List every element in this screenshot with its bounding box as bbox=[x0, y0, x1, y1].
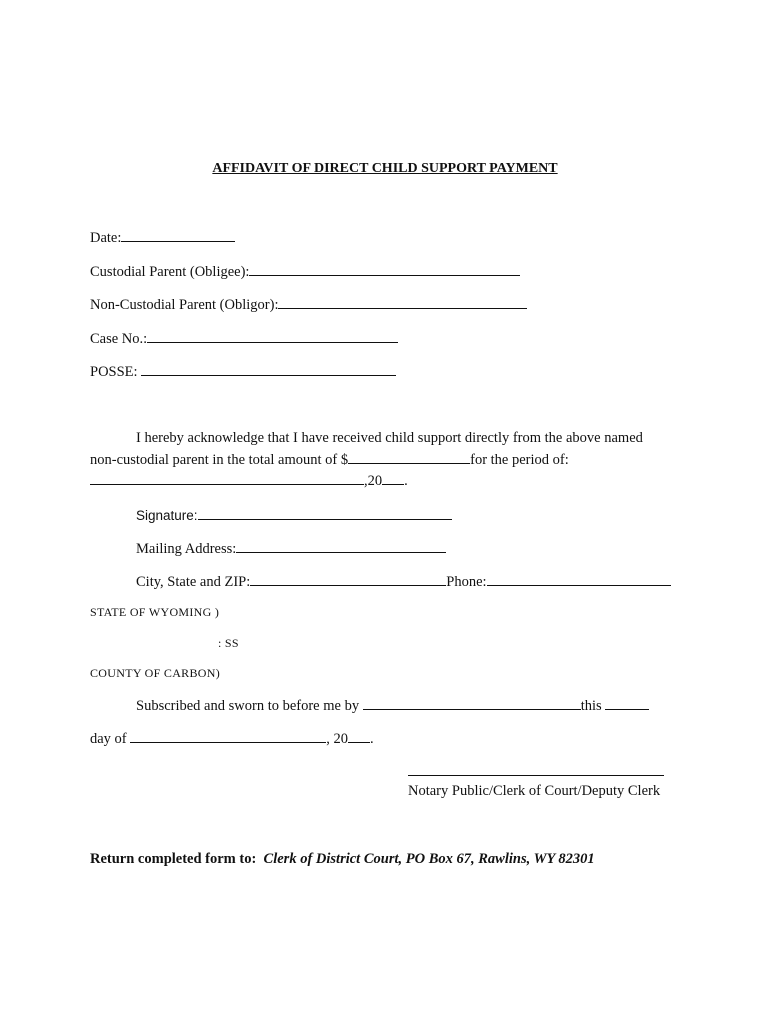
signature-blank[interactable] bbox=[198, 506, 452, 520]
this-label: this bbox=[580, 698, 602, 714]
custodial-parent-label: Custodial Parent (Obligee): bbox=[90, 264, 250, 280]
case-number-field bbox=[90, 329, 398, 348]
year-blank[interactable] bbox=[348, 729, 370, 743]
ss-venue: : SS bbox=[218, 636, 239, 650]
phone-blank[interactable] bbox=[487, 572, 671, 586]
state-venue: STATE OF WYOMING ) bbox=[90, 605, 220, 619]
year-end: . bbox=[370, 731, 374, 747]
city-state-zip-label: City, State and ZIP: bbox=[136, 574, 251, 590]
subscribed-line bbox=[136, 696, 649, 715]
posse-label: POSSE: bbox=[90, 364, 138, 380]
document-title: AFFIDAVIT OF DIRECT CHILD SUPPORT PAYMENT bbox=[212, 161, 558, 176]
month-blank[interactable] bbox=[130, 729, 326, 743]
date-label: Date: bbox=[90, 230, 122, 246]
year-prefix: , 20 bbox=[326, 731, 349, 747]
mailing-address-blank[interactable] bbox=[236, 539, 446, 553]
period-end: . bbox=[404, 473, 408, 489]
period-year-blank[interactable] bbox=[382, 471, 404, 485]
period-blank[interactable] bbox=[90, 471, 364, 485]
amount-prefix: non-custodial parent in the total amount of $ bbox=[90, 452, 349, 468]
date-field bbox=[90, 228, 235, 247]
custodial-parent-field bbox=[90, 262, 520, 281]
case-number-blank[interactable] bbox=[147, 329, 398, 343]
city-state-zip-field bbox=[136, 572, 671, 591]
return-address: Clerk of District Court, PO Box 67, Rawlins, WY 82301 bbox=[263, 851, 595, 867]
return-label: Return completed form to: bbox=[90, 851, 257, 867]
return-instructions bbox=[90, 850, 595, 868]
subscribed-label: Subscribed and sworn to before me by bbox=[136, 698, 360, 714]
period-label: for the period of: bbox=[470, 452, 569, 468]
day-blank[interactable] bbox=[605, 696, 649, 710]
city-state-zip-blank[interactable] bbox=[250, 572, 446, 586]
acknowledgment-line-1: I hereby acknowledge that I have received child support directly from the above named bbox=[136, 430, 643, 446]
mailing-address-field bbox=[136, 539, 446, 558]
acknowledgment-line-2 bbox=[90, 450, 569, 469]
posse-field bbox=[90, 362, 396, 381]
custodial-parent-blank[interactable] bbox=[249, 262, 520, 276]
acknowledgment-line-3 bbox=[90, 471, 408, 490]
signature-label: Signature: bbox=[136, 508, 198, 523]
day-of-label: day of bbox=[90, 731, 127, 747]
non-custodial-parent-blank[interactable] bbox=[278, 295, 527, 309]
county-venue: COUNTY OF CARBON) bbox=[90, 666, 220, 680]
period-year-prefix: ,20 bbox=[364, 473, 383, 489]
date-blank[interactable] bbox=[121, 228, 235, 242]
case-number-label: Case No.: bbox=[90, 331, 148, 347]
phone-label: Phone: bbox=[446, 574, 487, 590]
non-custodial-parent-label: Non-Custodial Parent (Obligor): bbox=[90, 297, 279, 313]
day-of-line bbox=[90, 729, 374, 748]
signature-field bbox=[136, 506, 452, 525]
subscriber-name-blank[interactable] bbox=[363, 696, 581, 710]
notary-label: Notary Public/Clerk of Court/Deputy Clerk bbox=[408, 783, 661, 799]
non-custodial-parent-field bbox=[90, 295, 527, 314]
posse-blank[interactable] bbox=[141, 362, 396, 376]
amount-blank[interactable] bbox=[348, 450, 470, 464]
mailing-address-label: Mailing Address: bbox=[136, 541, 237, 557]
notary-signature-line[interactable] bbox=[408, 775, 664, 776]
